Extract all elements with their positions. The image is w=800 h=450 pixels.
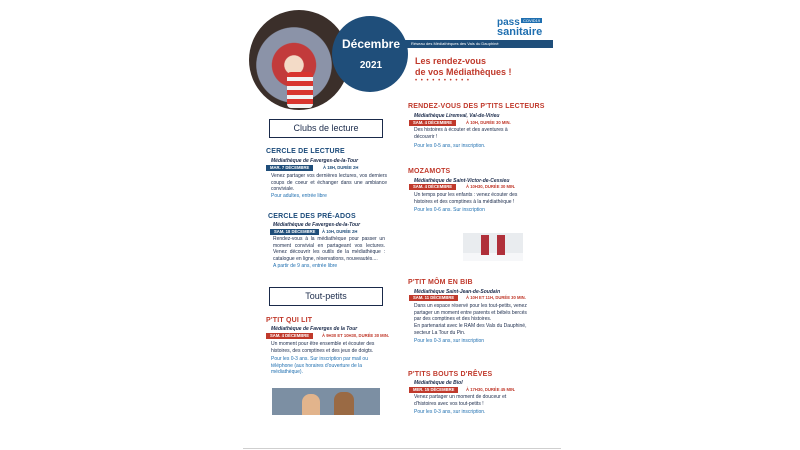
mozamots-title: MOZAMOTS — [408, 168, 451, 175]
pass-logo-line2: sanitaire — [497, 26, 543, 38]
rdv-date: SAM. 4 DÉCEMBRE — [409, 120, 456, 126]
mozamots-date: SAM. 4 DÉCEMBRE — [409, 184, 456, 190]
cercle-title: CERCLE DE LECTURE — [266, 148, 345, 155]
ptitmom-venue: Médiathèque Saint-Jean-de-Soudain — [414, 289, 501, 295]
rdv-title: RENDEZ-VOUS DES P'TITS LECTEURS — [408, 103, 545, 110]
rdv-meta: Pour les 0-5 ans, sur inscription. — [414, 143, 486, 149]
ptit-date: SAM. 4 DÉCEMBRE — [266, 333, 313, 339]
bouts-venue: Médiathèque de Biol — [414, 380, 463, 386]
bouts-desc: Venez partager un moment de douceur et d'histoires avec vos tout-petits ! — [414, 394, 507, 407]
preados-title: CERCLE DES PRÉ-ADOS — [268, 213, 356, 220]
cercle-desc: Venez partager vos dernières lectures, vos derniers coups de coeur et échanger dans une ambiance conviviale. — [271, 173, 387, 192]
header-month: Décembre — [341, 37, 401, 51]
cercle-meta: Pour adultes, entrée libre — [271, 193, 327, 199]
rdv-desc: Des histoires à écouter et des aventures à découvrir ! — [414, 127, 508, 140]
toutpetits-title: Tout-petits — [269, 287, 383, 306]
snow-boots-photo — [463, 233, 523, 261]
ptitmom-time: À 10H ET 11H, DURÉE 30 MIN. — [466, 295, 526, 300]
ptit-time: À 9H30 ET 10H30, DURÉE 30 MIN. — [322, 333, 390, 338]
tagline-line1: Les rendez-vous — [415, 56, 487, 66]
preados-desc: Rendez-vous à la médiathèque pour passer un moment convivial en partageant vos lectures. Venez découvrir les outils de la médiathèque : catalogue en ligne, réservations, nouveautés.... — [273, 236, 385, 262]
ptitmom-desc: Dans un espace réservé pour les tout-petits, venez partager un moment entre parents et bébés bercés par des comptines et des histoires. — [414, 303, 527, 322]
pass-logo-line1: pass — [497, 17, 520, 28]
ptitmom-date: SAM. 11 DÉCEMBRE — [409, 295, 458, 301]
mozamots-desc: Un temps pour les enfants : venez écouter des histoires et des comptines à la médiathèque ! — [414, 192, 518, 205]
bouts-meta: Pour les 0-3 ans, sur inscription. — [414, 409, 486, 415]
preados-venue: Médiathèque de Faverges-de-la-Tour — [273, 222, 361, 228]
tagline-dots: • • • • • • • • • • — [415, 78, 471, 84]
preados-meta: A partir de 9 ans, entrée libre — [273, 263, 338, 269]
ptitmom-title: P'TIT MÔM EN BIB — [408, 279, 473, 286]
cercle-time: À 18H, DURÉE 2H — [323, 165, 359, 170]
cercle-venue: Médiathèque de Faverges-de-la-Tour — [271, 158, 359, 164]
cercle-date: MAR. 7 DÉCEMBRE — [266, 165, 313, 171]
ptit-title: P'TIT QUI LIT — [266, 317, 313, 324]
ptitmom-meta: Pour les 0-3 ans, sur inscription — [414, 338, 485, 344]
tagline — [415, 56, 525, 78]
ptit-meta: Pour les 0-3 ans. Sur inscription par mail ou téléphone (aux horaires d'ouverture de la médiathèque). — [271, 356, 368, 375]
network-banner: Réseau des Médiathèques des Vals du Dauphiné — [405, 40, 553, 48]
bouts-title: P'TITS BOUTS D'RÊVES — [408, 371, 493, 378]
header-badge — [332, 16, 408, 92]
tagline-line2: de vos Médiathèques ! — [415, 67, 512, 77]
ptitmom-partner: En partenariat avec le RAM des Vals du Dauphiné, secteur La Tour du Pin. — [414, 323, 527, 336]
ptit-desc: Un moment pour être ensemble et écouter des histoires, des comptines et des jeux de doigts. — [271, 341, 375, 354]
rdv-time: À 10H, DURÉE 30 MIN. — [466, 120, 511, 125]
kids-reading-photo — [272, 388, 380, 415]
mozamots-meta: Pour les 0-6 ans. Sur inscription — [414, 207, 485, 213]
pass-logo-tag: COVID19 — [523, 18, 541, 23]
header-year: 2021 — [359, 60, 383, 71]
preados-time: À 10H, DURÉE 2H — [322, 229, 358, 234]
ptit-venue: Médiathèque de Faverges de la Tour — [271, 326, 358, 332]
preados-date: SAM. 18 DÉCEMBRE — [270, 229, 319, 235]
clubs-title: Clubs de lecture — [269, 119, 383, 138]
bouts-time: À 17H30, DURÉE 45 MIN. — [466, 387, 516, 392]
mozamots-time: À 10H30, DURÉE 30 MIN. — [466, 184, 516, 189]
bouts-date: MER. 15 DÉCEMBRE — [409, 387, 458, 393]
rdv-venue: Médiathèque Liremval, Val-de-Virieu — [414, 113, 500, 119]
mozamots-venue: Médiathèque de Saint-Victor-de-Cessieu — [414, 178, 510, 184]
